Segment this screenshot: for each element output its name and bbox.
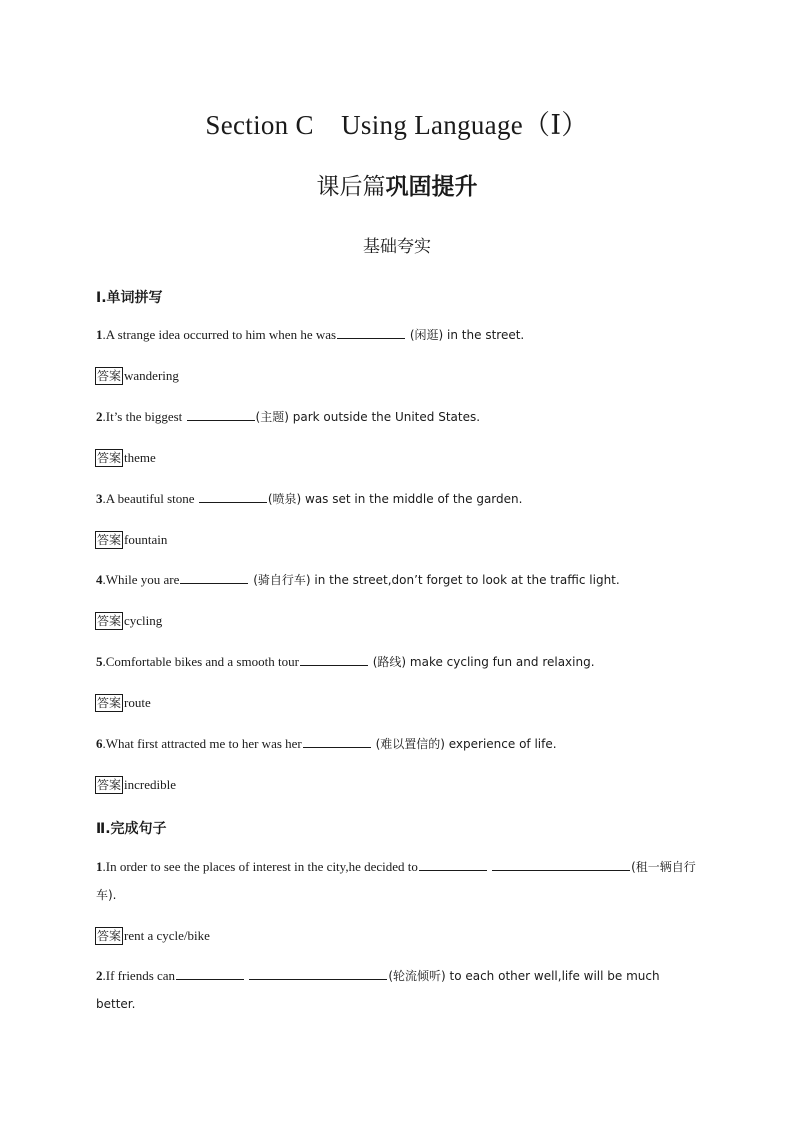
question-number: 1 xyxy=(96,859,103,874)
question-1-1 xyxy=(96,321,696,349)
answer-blank[interactable] xyxy=(249,967,387,980)
subtitle-light: 课后篇 xyxy=(316,174,386,200)
answer-text: fountain xyxy=(124,532,168,547)
question-1-3 xyxy=(96,485,696,513)
answer-1-6 xyxy=(95,775,176,795)
answer-text: incredible xyxy=(124,777,176,792)
answer-label-box: 答案 xyxy=(97,929,122,943)
question-2-1 xyxy=(96,853,696,909)
question-text: .If friends can xyxy=(102,968,176,983)
question-1-4 xyxy=(96,566,696,594)
answer-blank[interactable] xyxy=(199,490,267,503)
question-text: .In order to see the places of interest in the city,he decided to xyxy=(102,859,418,874)
question-number: 2 xyxy=(96,409,103,424)
answer-1-4 xyxy=(95,611,162,631)
question-1-5 xyxy=(96,648,696,676)
answer-1-2 xyxy=(95,448,156,468)
answer-text: rent a cycle/bike xyxy=(124,928,210,943)
question-hint: (喷泉) was set in the middle of the garden. xyxy=(267,492,523,506)
page-title: Section C Using Language（Ⅰ） xyxy=(205,110,589,140)
answer-blank[interactable] xyxy=(300,653,368,666)
answer-text: cycling xyxy=(124,613,163,628)
answer-blank[interactable] xyxy=(180,571,248,584)
part2-title: Ⅱ.完成句子 xyxy=(96,821,167,837)
question-text: .Comfortable bikes and a smooth tour xyxy=(102,654,299,669)
question-text: .While you are xyxy=(102,572,180,587)
question-hint: (骑自行车) in the street,don’t forget to look at the traffic light. xyxy=(249,573,620,587)
answer-label-box: 答案 xyxy=(97,614,122,628)
answer-1-1 xyxy=(95,366,179,386)
question-1-2 xyxy=(96,403,696,431)
answer-blank[interactable] xyxy=(187,408,255,421)
answer-1-3 xyxy=(95,530,167,550)
section-heading: 基础夸实 xyxy=(363,237,431,257)
question-hint: (租一辆自行车). xyxy=(96,860,696,902)
question-text: .A strange idea occurred to him when he was xyxy=(102,327,337,342)
answer-text: wandering xyxy=(124,368,179,383)
question-hint: (主题) park outside the United States. xyxy=(255,410,481,424)
question-number: 3 xyxy=(96,491,103,506)
question-number: 6 xyxy=(96,736,103,751)
question-number: 4 xyxy=(96,572,103,587)
answer-1-5 xyxy=(95,693,151,713)
question-hint: (轮流倾听) to each other well,life will be much better. xyxy=(96,969,660,1011)
question-number: 2 xyxy=(96,968,103,983)
question-hint: (难以置信的) experience of life. xyxy=(371,737,557,751)
answer-blank[interactable] xyxy=(303,735,371,748)
answer-blank[interactable] xyxy=(337,326,405,339)
question-hint: (路线) make cycling fun and relaxing. xyxy=(368,655,595,669)
question-1-6 xyxy=(96,730,696,758)
answer-label-box: 答案 xyxy=(97,369,122,383)
question-hint: (闲逛) in the street. xyxy=(406,328,525,342)
answer-text: theme xyxy=(124,450,156,465)
part1-title: Ⅰ.单词拼写 xyxy=(96,290,163,306)
subtitle-bold: 巩固提升 xyxy=(385,174,478,200)
answer-blank[interactable] xyxy=(419,858,487,871)
answer-blank[interactable] xyxy=(492,858,630,871)
question-number: 5 xyxy=(96,654,103,669)
answer-label-box: 答案 xyxy=(97,696,122,710)
answer-text: route xyxy=(124,695,151,710)
question-text: .A beautiful stone xyxy=(102,491,198,506)
question-2-2 xyxy=(96,962,696,1018)
answer-label-box: 答案 xyxy=(97,451,122,465)
question-number: 1 xyxy=(96,327,103,342)
answer-blank[interactable] xyxy=(176,967,244,980)
answer-label-box: 答案 xyxy=(97,778,122,792)
answer-2-1 xyxy=(95,926,210,946)
answer-label-box: 答案 xyxy=(97,533,122,547)
question-text: .What first attracted me to her was her xyxy=(102,736,302,751)
page-subtitle xyxy=(0,168,794,201)
question-text: .It’s the biggest xyxy=(102,409,186,424)
